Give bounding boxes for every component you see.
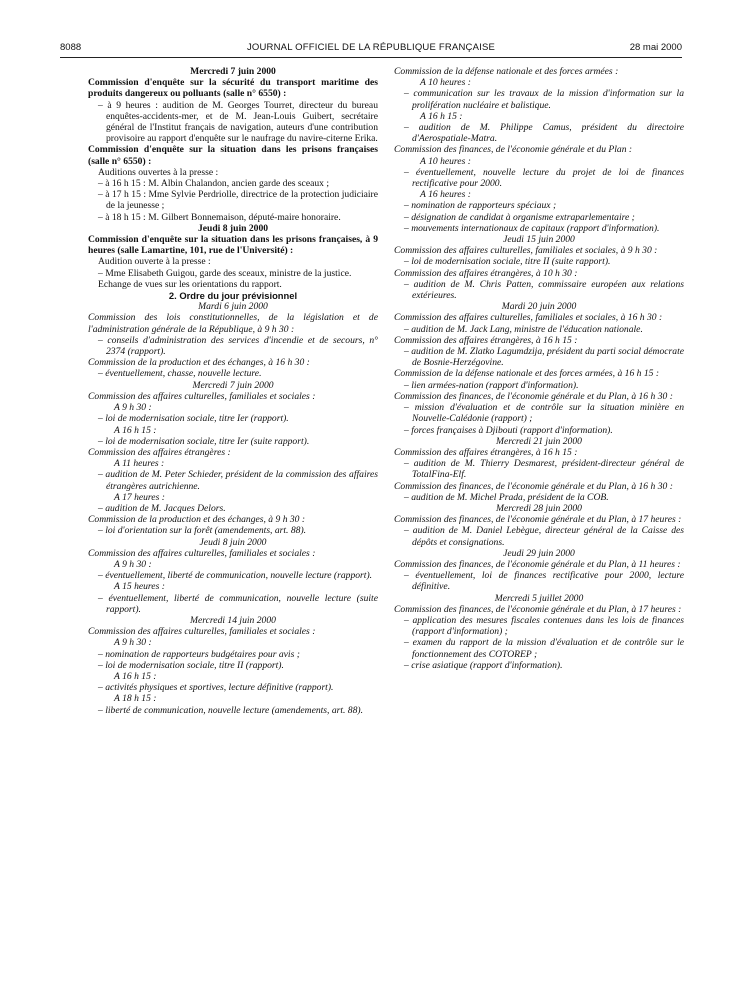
commission-heading: Commission des affaires culturelles, familiales et sociales : [88, 547, 316, 559]
agenda-item: – audition de M. Thierry Desmarest, président-directeur général de TotalFina-Elf. [404, 458, 684, 481]
agenda-item: – à 18 h 15 : M. Gilbert Bonnemaison, député-maire honoraire. [98, 211, 341, 223]
issue-date: 28 mai 2000 [629, 42, 682, 53]
date-heading: Mardi 6 juin 2000 [198, 301, 268, 313]
section-heading: 2. Ordre du jour prévisionnel [168, 290, 298, 302]
time-subheading: A 9 h 30 : [114, 402, 152, 414]
agenda-item: – loi de modernisation sociale, titre II (suite rapport). [404, 256, 611, 268]
commission-heading: Commission de la production et des échanges, à 16 h 30 : [88, 357, 310, 369]
commission-heading: Commission des affaires étrangères, à 16 h 15 : [394, 334, 578, 346]
agenda-item: – à 9 heures : audition de M. Georges Tourret, directeur du bureau enquêtes-accidents-mer, et de M. Jean-Louis Guibert, secrétaire général de l'Institut français de navigation, auteurs d'une contribution provisoire au rapport d'enquête sur le naufrage du navire-citerne Erika. [98, 99, 378, 145]
agenda-item: – éventuellement, liberté de communication, nouvelle lecture (suite rapport). [98, 592, 378, 615]
agenda-item: – audition de M. Peter Schieder, président de la commission des affaires étrangères autrichienne. [98, 469, 378, 492]
agenda-item: – communication sur les travaux de la mission d'information sur la prolifération nucléaire et balistique. [404, 88, 684, 111]
agenda-item: – application des mesures fiscales contenues dans les lois de finances (rapport d'information) ; [404, 614, 684, 638]
agenda-item: – nomination de rapporteurs budgétaires pour avis ; [98, 648, 300, 660]
agenda-item: – mouvements internationaux de capitaux (rapport d'information). [404, 222, 660, 234]
commission-heading: Commission des lois constitutionnelles, de la législation et de l'administration générale de la République, à 9 h 30 : [88, 312, 378, 335]
commission-heading: Commission des finances, de l'économie générale et du Plan, à 16 h 30 : [394, 390, 673, 402]
agenda-item: – nomination de rapporteurs spéciaux ; [404, 200, 557, 212]
agenda-item: – éventuellement, liberté de communication, nouvelle lecture (rapport). [98, 570, 373, 582]
commission-heading: Commission des affaires culturelles, familiales et sociales, à 16 h 30 : [394, 312, 663, 324]
commission-heading: Commission d'enquête sur la situation dans les prisons françaises (salle n° 6550) : [88, 144, 378, 167]
time-subheading: A 16 h 15 : [114, 670, 157, 682]
agenda-item: – loi de modernisation sociale, titre Ier (rapport). [98, 413, 289, 425]
commission-heading: Commission des affaires culturelles, familiales et sociales : [88, 390, 316, 402]
body-text: Echange de vues sur les orientations du rapport. [98, 278, 282, 290]
agenda-item: – audition de M. Jack Lang, ministre de l'éducation nationale. [404, 323, 643, 335]
agenda-item: – audition de M. Daniel Lebègue, directeur général de la Caisse des dépôts et consignations. [404, 525, 684, 548]
date-heading: Mercredi 5 juillet 2000 [494, 592, 584, 604]
agenda-item: – audition de M. Chris Patten, commissaire européen aux relations extérieures. [404, 278, 684, 302]
agenda-item: – éventuellement, chasse, nouvelle lecture. [98, 368, 262, 380]
page-header [60, 42, 682, 56]
date-heading: Mardi 20 juin 2000 [501, 301, 577, 313]
agenda-item: – crise asiatique (rapport d'information). [404, 659, 563, 671]
journal-title: JOURNAL OFFICIEL DE LA RÉPUBLIQUE FRANÇAISE [246, 42, 496, 53]
agenda-item: – audition de M. Zlatko Lagumdzija, président du parti social démocrate de Bosnie-Herzégovine. [404, 346, 684, 369]
agenda-item: – désignation de candidat à organisme extraparlementaire ; [404, 211, 635, 223]
agenda-item: – mission d'évaluation et de contrôle sur la situation minière en Nouvelle-Calédonie (rapport) ; [404, 402, 684, 425]
time-subheading: A 11 heures : [114, 458, 165, 470]
date-heading: Jeudi 8 juin 2000 [199, 536, 267, 548]
commission-heading: Commission des affaires culturelles, familiales et sociales : [88, 626, 316, 638]
commission-heading: Commission des affaires étrangères, à 16 h 15 : [394, 446, 578, 458]
time-subheading: A 10 heures : [420, 155, 471, 167]
date-heading: Jeudi 8 juin 2000 [197, 222, 269, 234]
commission-heading: Commission des affaires culturelles, familiales et sociales, à 9 h 30 : [394, 245, 658, 257]
agenda-item: – à 17 h 15 : Mme Sylvie Perdriolle, directrice de la protection judiciaire de la jeunesse ; [98, 189, 378, 212]
agenda-item: – éventuellement, loi de finances rectificative pour 2000, lecture définitive. [404, 570, 684, 593]
date-heading: Jeudi 15 juin 2000 [503, 234, 575, 246]
agenda-item: – audition de M. Jacques Delors. [98, 502, 226, 514]
commission-heading: Commission des finances, de l'économie générale et du Plan, à 16 h 30 : [394, 480, 673, 492]
date-heading: Mercredi 28 juin 2000 [496, 502, 582, 514]
agenda-item: – loi de modernisation sociale, titre Ier (suite rapport). [98, 435, 310, 447]
left-column [88, 66, 378, 716]
agenda-item: – loi d'orientation sur la forêt (amendements, art. 88). [98, 525, 307, 537]
right-column [394, 66, 684, 671]
commission-heading: Commission des finances, de l'économie générale et du Plan, à 11 heures : [394, 558, 681, 570]
commission-heading: Commission d'enquête sur la situation dans les prisons françaises, à 9 heures (salle Lamartine, 101, rue de l'Université) : [88, 234, 378, 257]
body-text: Audition ouverte à la presse : [98, 256, 211, 268]
time-subheading: A 10 heures : [420, 77, 471, 89]
commission-heading: Commission des affaires étrangères : [88, 446, 231, 458]
agenda-item: – activités physiques et sportives, lecture définitive (rapport). [98, 682, 334, 694]
header-rule [60, 57, 682, 58]
date-heading: Mercredi 14 juin 2000 [190, 614, 276, 626]
date-heading: Mercredi 7 juin 2000 [192, 379, 274, 391]
agenda-item: – audition de M. Michel Prada, président de la COB. [404, 491, 609, 503]
body-text: Auditions ouvertes à la presse : [98, 166, 219, 178]
page-number: 8088 [60, 42, 82, 53]
commission-heading: Commission des finances, de l'économie générale et du Plan : [394, 144, 633, 156]
commission-heading: Commission de la défense nationale et des forces armées, à 16 h 15 : [394, 368, 660, 380]
time-subheading: A 16 heures : [420, 189, 471, 201]
agenda-item: – éventuellement, nouvelle lecture du projet de loi de finances rectificative pour 2000. [404, 166, 684, 190]
time-subheading: A 15 heures : [114, 581, 165, 593]
agenda-item: – examen du rapport de la mission d'évaluation et de contrôle sur le fonctionnement des COTOREP ; [404, 637, 684, 660]
agenda-item: – conseils d'administration des services d'incendie et de secours, n° 2374 (rapport). [98, 334, 378, 358]
commission-heading: Commission des finances, de l'économie générale et du Plan, à 17 heures : [394, 514, 682, 526]
commission-heading: Commission des affaires étrangères, à 10 h 30 : [394, 267, 578, 279]
date-heading: Mercredi 7 juin 2000 [190, 66, 276, 77]
date-heading: Jeudi 29 juin 2000 [503, 547, 575, 559]
agenda-item: – à 16 h 15 : M. Albin Chalandon, ancien garde des sceaux ; [98, 178, 329, 190]
commission-heading: Commission d'enquête sur la sécurité du transport maritime des produits dangereux ou polluants (salle n° 6550) : [88, 77, 378, 100]
agenda-item: – Mme Elisabeth Guigou, garde des sceaux, ministre de la justice. [98, 267, 352, 279]
agenda-item: – lien armées-nation (rapport d'information). [404, 379, 579, 391]
commission-heading: Commission de la défense nationale et des forces armées : [394, 66, 619, 77]
time-subheading: A 16 h 15 : [114, 424, 157, 436]
date-heading: Mercredi 21 juin 2000 [496, 435, 582, 447]
time-subheading: A 16 h 15 : [420, 110, 463, 122]
agenda-item: – audition de M. Philippe Camus, président du directoire d'Aerospatiale-Matra. [404, 122, 684, 145]
agenda-item: – liberté de communication, nouvelle lecture (amendements, art. 88). [98, 704, 363, 716]
agenda-item: – loi de modernisation sociale, titre II (rapport). [98, 659, 284, 671]
time-subheading: A 9 h 30 : [114, 558, 152, 570]
time-subheading: A 18 h 15 : [114, 693, 157, 705]
time-subheading: A 17 heures : [114, 491, 165, 503]
commission-heading: Commission des finances, de l'économie générale et du Plan, à 17 heures : [394, 603, 682, 615]
commission-heading: Commission de la production et des échanges, à 9 h 30 : [88, 514, 306, 526]
agenda-item: – forces françaises à Djibouti (rapport d'information). [404, 424, 613, 436]
time-subheading: A 9 h 30 : [114, 637, 152, 649]
